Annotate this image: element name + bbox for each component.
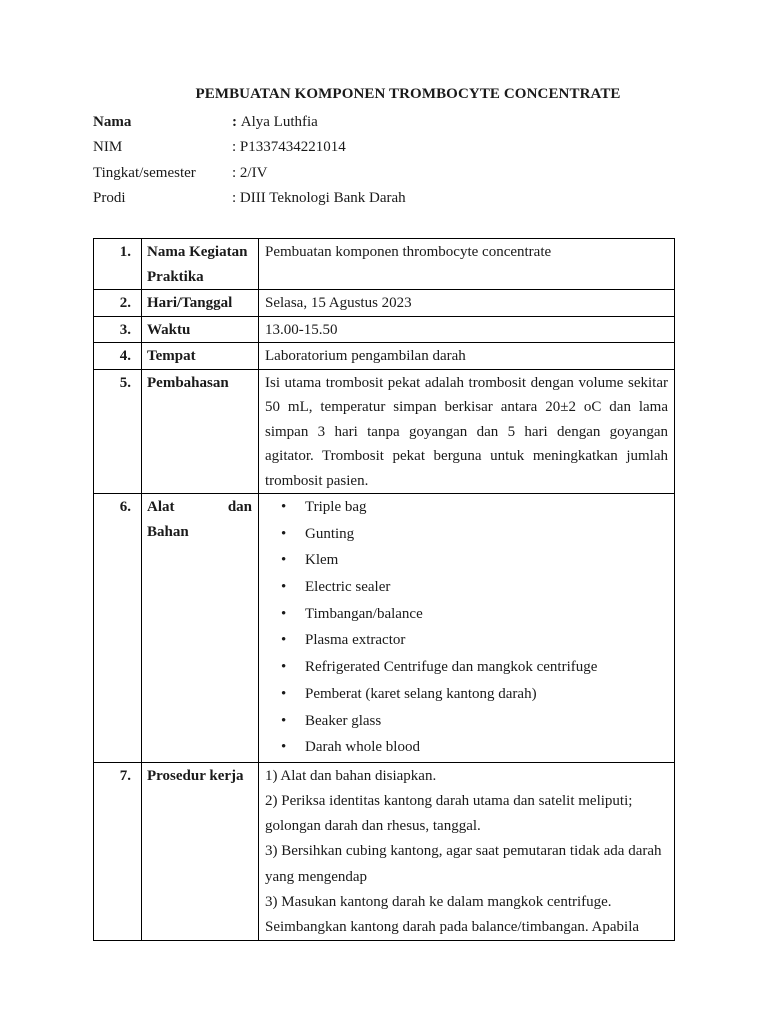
row-label-part: Alat: [147, 499, 175, 515]
procedure-step: 2) Periksa identitas kantong darah utama dan satelit meliputi; golongan darah dan rhesus, tanggal.: [265, 793, 633, 835]
row-label: Waktu: [147, 321, 191, 338]
procedure-step: 1) Alat dan bahan disiapkan.: [265, 767, 437, 784]
row-number: 6.: [119, 499, 131, 515]
colon: :: [232, 114, 241, 130]
table-row: [94, 369, 675, 494]
row-number: 4.: [119, 348, 131, 364]
table-row: [94, 343, 675, 370]
row-label: Nama Kegiatan Praktika: [147, 244, 248, 285]
table-row: [94, 494, 675, 763]
row-label: Pembahasan: [147, 374, 229, 391]
row-number: 7.: [119, 767, 131, 784]
row-label-part: dan: [227, 499, 252, 515]
list-item: • Refrigerated Centrifuge dan mangkok centrifuge: [259, 655, 668, 682]
activity-table: [93, 238, 675, 941]
row-number: 5.: [119, 374, 131, 391]
list-item: • Timbangan/balance: [259, 602, 668, 629]
info-row-nama: [93, 111, 406, 136]
info-value: DIII Teknologi Bank Darah: [239, 189, 406, 206]
info-label: Prodi: [93, 189, 126, 206]
colon: :: [232, 139, 240, 156]
list-item: • Plasma extractor: [259, 628, 668, 655]
row-content: Laboratorium pengambilan darah: [259, 343, 675, 370]
row-content: Selasa, 15 Agustus 2023: [259, 290, 675, 317]
row-content: [259, 762, 675, 940]
row-content: Pembuatan komponen thrombocyte concentrate: [259, 239, 675, 290]
info-row-tingkat: [93, 162, 406, 187]
list-item: • Klem: [259, 548, 668, 575]
row-number: 2.: [119, 295, 131, 311]
procedure-step: 3) Bersihkan cubing kantong, agar saat pemutaran tidak ada darah yang mengendap: [265, 843, 662, 885]
table-row: [94, 316, 675, 343]
info-label: NIM: [93, 139, 123, 156]
list-item: • Electric sealer: [259, 575, 668, 602]
procedure-step: 3) Masukan kantong darah ke dalam mangkok centrifuge. Seimbangkan kantong darah pada balance/timbangan. Apabila: [265, 893, 640, 936]
document-title: PEMBUATAN KOMPONEN TROMBOCYTE CONCENTRATE: [195, 86, 621, 102]
info-row-prodi: [93, 187, 406, 212]
colon: :: [232, 164, 240, 181]
table-row: [94, 290, 675, 317]
info-row-nim: [93, 136, 406, 161]
table-row: [94, 762, 675, 940]
row-content: Isi utama trombosit pekat adalah trombosit dengan volume sekitar 50 mL, temperatur simpan berkisar antara 20±2 oC dan lama simpan 3 hari tanpa goyangan dan 5 hari dengan goyangan agitator. Trombosit pekat berguna untuk meningkatkan jumlah trombosit pasien.: [259, 369, 675, 494]
row-number: 1.: [119, 244, 131, 260]
table-row: [94, 239, 675, 290]
row-content: [259, 494, 675, 763]
row-content: 13.00-15.50: [259, 316, 675, 343]
list-item: • Darah whole blood: [259, 735, 668, 762]
row-label: Prosedur kerja: [147, 767, 244, 784]
row-number: 3.: [119, 321, 131, 338]
row-label: Hari/Tanggal: [147, 295, 233, 311]
info-label: Tingkat/semester: [93, 164, 196, 181]
list-item: • Gunting: [259, 522, 668, 549]
student-info: [93, 111, 406, 212]
list-item: • Beaker glass: [259, 709, 668, 736]
row-label: Tempat: [147, 348, 196, 364]
info-value: P1337434221014: [239, 139, 346, 156]
info-label: Nama: [93, 114, 132, 130]
info-value: Alya Luthfia: [240, 114, 318, 130]
list-item: • Pemberat (karet selang kantong darah): [259, 682, 668, 709]
colon: :: [232, 189, 240, 206]
row-label-part: Bahan: [147, 523, 189, 540]
materials-list: [259, 495, 668, 762]
list-item: • Triple bag: [259, 495, 668, 522]
info-value: 2/IV: [239, 164, 268, 181]
